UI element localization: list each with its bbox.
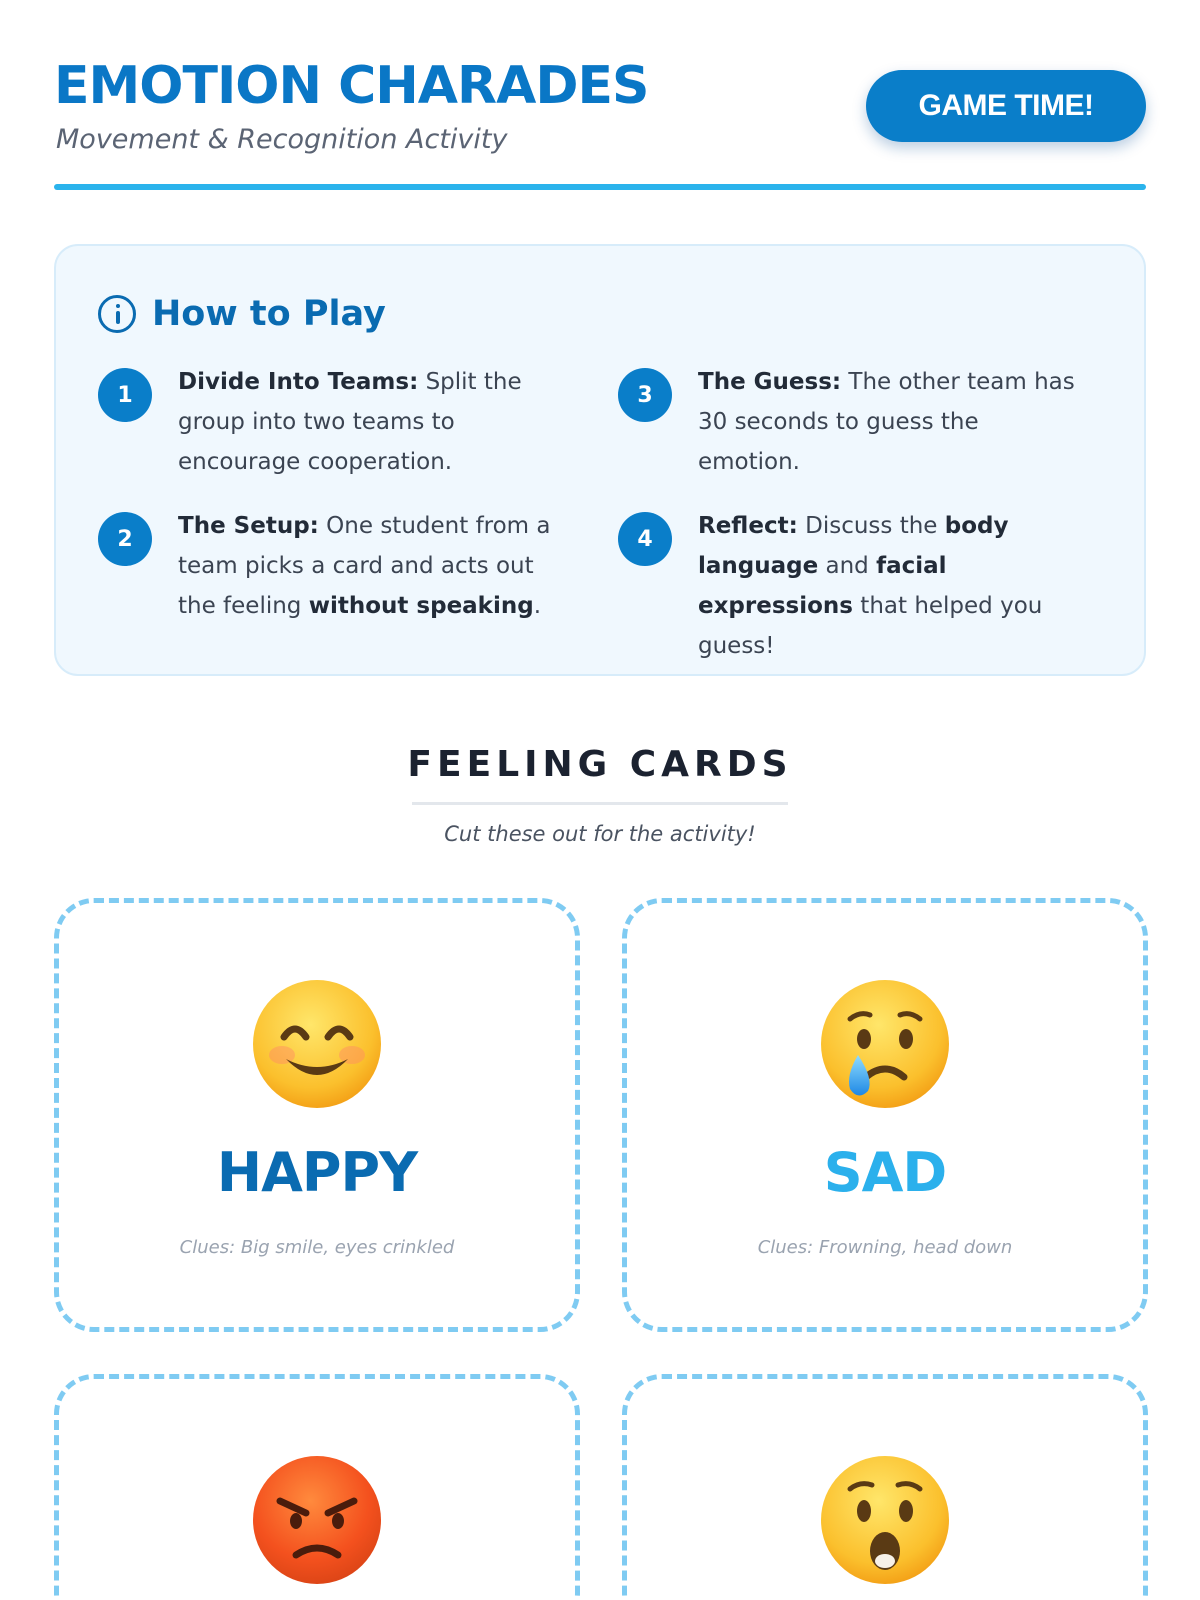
feeling-card-surprised[interactable] — [622, 1374, 1148, 1600]
game-time-button[interactable]: GAME TIME! — [866, 70, 1146, 142]
step-number: 2 — [98, 512, 152, 566]
card-label: HAPPY — [216, 1141, 418, 1204]
step-number: 1 — [98, 368, 152, 422]
header-divider — [54, 184, 1146, 190]
feeling-cards-divider — [412, 802, 788, 805]
crying-face-icon — [820, 979, 950, 1109]
feeling-cards-subtitle: Cut these out for the activity! — [444, 822, 756, 846]
step-text: Reflect: Discuss the body language and facial expressions that helped you guess! — [698, 513, 1043, 659]
feeling-card-happy[interactable] — [54, 898, 580, 1332]
feeling-card-angry[interactable] — [54, 1374, 580, 1600]
how-to-play-panel — [54, 244, 1146, 676]
page-header — [54, 52, 1146, 192]
feeling-cards-title: FEELING CARDS — [407, 744, 793, 785]
feeling-card-sad[interactable] — [622, 898, 1148, 1332]
how-to-play-header — [98, 294, 386, 334]
step-text: Divide Into Teams: Split the group into two teams to encourage cooperation. — [178, 369, 522, 475]
step-number: 3 — [618, 368, 672, 422]
page-title: EMOTION CHARADES — [54, 56, 649, 116]
smiling-face-icon — [252, 979, 382, 1109]
angry-face-icon — [252, 1455, 382, 1585]
step-number: 4 — [618, 512, 672, 566]
surprised-face-icon — [820, 1455, 950, 1585]
how-to-play-title: How to Play — [152, 294, 386, 334]
step-text: The Guess: The other team has 30 seconds to guess the emotion. — [698, 369, 1075, 475]
step-text: The Setup: One student from a team picks a card and acts out the feeling without speaking. — [178, 513, 551, 619]
info-icon — [98, 295, 136, 333]
page-subtitle: Movement & Recognition Activity — [56, 124, 508, 155]
card-clue: Clues: Frowning, head down — [757, 1237, 1013, 1258]
card-label: SAD — [823, 1141, 947, 1204]
card-clue: Clues: Big smile, eyes crinkled — [179, 1237, 455, 1258]
